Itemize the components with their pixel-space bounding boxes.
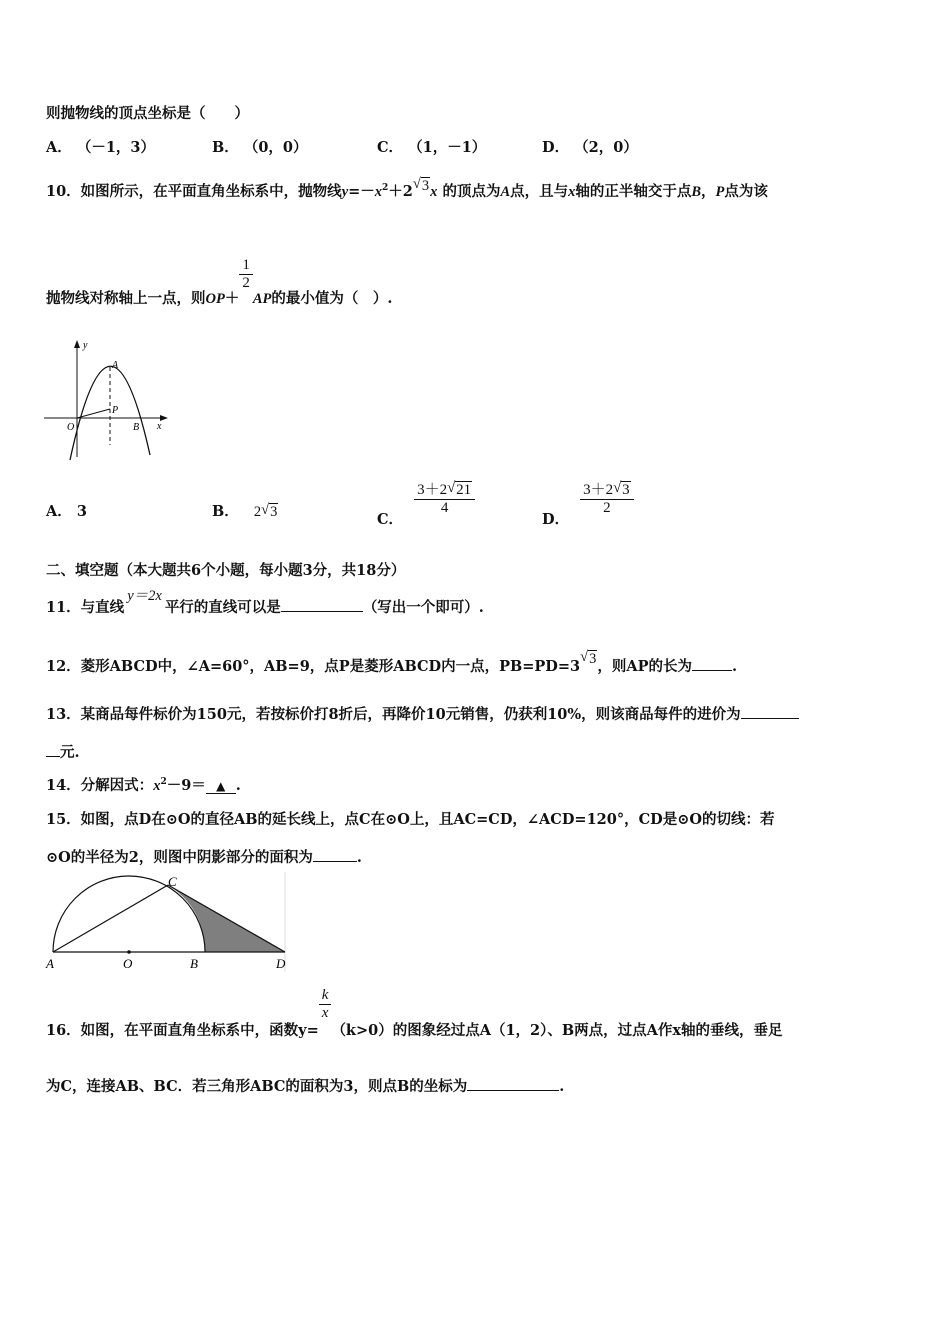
q11: 11．与直线y＝2x平行的直线可以是 （写出一个即可）. (46, 588, 484, 616)
k-over-x-fraction: $\frac{k}{x}$ (319, 987, 332, 1022)
section-title: 二、填空题（本大题共6个小题，每小题3分，共18分） (46, 562, 406, 579)
center-point (127, 950, 131, 954)
q16-line1: 16．如图，在平面直角坐标系中，函数y= $\frac{k}{x}$ （k>0）的图象经过点A（1，2）、B两点，过点A作x轴的垂线，垂足 (46, 987, 783, 1039)
parabola-curve (70, 366, 150, 460)
q9-option-d: D． （2，0） (542, 139, 638, 156)
q16-answer-blank[interactable] (467, 1090, 559, 1091)
label-a: A (46, 956, 54, 971)
label-c: C (168, 874, 177, 889)
q14-answer-blank[interactable]: ▲ (206, 779, 236, 794)
q11-answer-blank[interactable] (281, 611, 363, 612)
circle-tangent-figure (40, 872, 290, 972)
label-a: A (112, 360, 119, 371)
q9-option-c: C． （1，－1） (377, 139, 487, 156)
label-d: D (276, 956, 286, 971)
q13-line1: 13．某商品每件标价为150元，若按标价打8折后，再降价10元销售，仍获利10%，则该商品每件的进价为 (46, 703, 799, 724)
chord-ac (53, 885, 168, 952)
one-half-fraction: $\frac{1}{2}$ (239, 257, 253, 292)
q9-option-a: A． （－1，3） (46, 139, 156, 156)
q9-option-b: B． （0，0） (212, 139, 308, 156)
label-b: B (190, 956, 198, 971)
label-p: P (112, 405, 119, 416)
label-o: O (123, 956, 133, 971)
q9-stem: 则抛物线的顶点坐标是（ ） (46, 105, 249, 122)
label-b: B (133, 422, 140, 433)
q15-line1: 15．如图，点D在⊙O的直径AB的延长线上，点C在⊙O上，且AC=CD，∠ACD=120°，CD是⊙O的切线：若 (46, 811, 775, 828)
parabola-figure (40, 335, 175, 463)
q10-line2: 抛物线对称轴上一点，则OP＋ $\frac{1}{2}$ AP的最小值为（ ）. (46, 257, 393, 307)
label-x: x (157, 421, 162, 432)
q13-answer-blank[interactable] (741, 718, 799, 719)
q10-option-d: D． 3＋2 √ 3 2 (542, 478, 634, 517)
q12: 12．菱形ABCD中，∠A=60°，AB=9，点P是菱形ABCD内一点，PB=PD=3 √ 3，则AP的长为 . (46, 649, 738, 675)
label-y: y (83, 340, 88, 351)
q10-option-c: C． 3＋2 √ 21 4 (377, 478, 475, 517)
q13-line2: 元. (46, 741, 80, 762)
y-axis-arrow-icon (74, 340, 80, 348)
label-o: O (67, 422, 75, 433)
q10-option-a: A． 3 (46, 503, 87, 520)
q15-answer-blank[interactable] (313, 861, 357, 862)
q16-line2: 为C，连接AB、BC．若三角形ABC的面积为3，则点B的坐标为 . (46, 1078, 565, 1095)
q10-line1: 10．如图所示，在平面直角坐标系中，抛物线$y=-x^2+2$ √ 3x 的顶点为A点，且与x轴的正半轴交于点B，P点为该 (46, 176, 768, 200)
semicircle (53, 876, 205, 952)
q14: 14．分解因式：$x^2-9=$ ▲ . (46, 777, 241, 794)
q12-answer-blank[interactable] (692, 670, 732, 671)
q10-option-b: B． 2 √ 3 (212, 502, 278, 520)
q15-line2: ⊙O的半径为2，则图中阴影部分的面积为 . (46, 849, 362, 866)
